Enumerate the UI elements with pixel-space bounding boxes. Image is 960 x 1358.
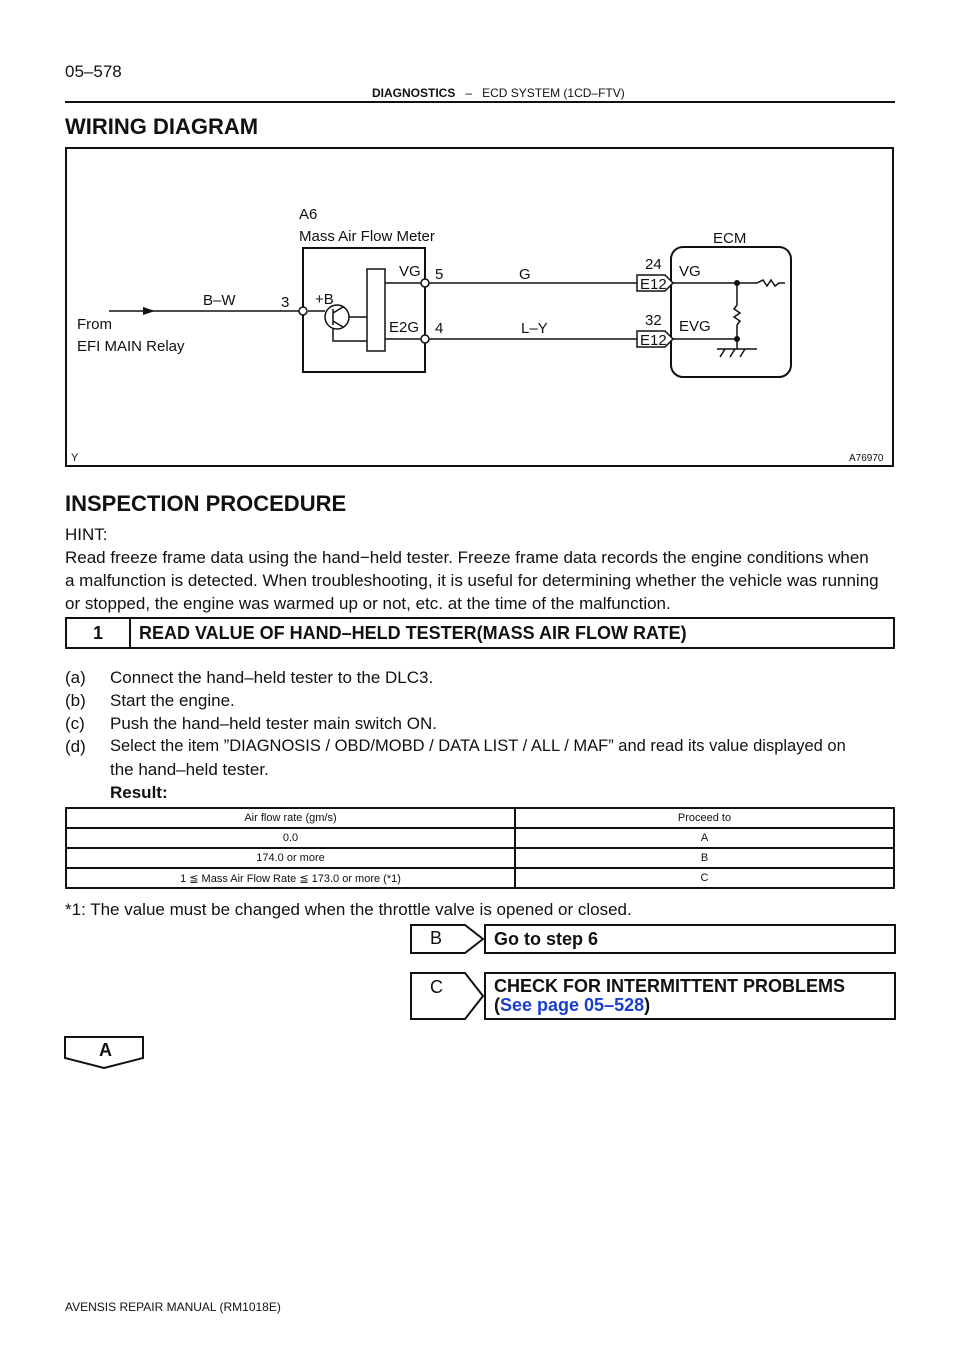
connector-e12-2: E12 (640, 332, 667, 349)
result-c-action (484, 972, 896, 1020)
step-title: READ VALUE OF HAND–HELD TESTER(MASS AIR FLOW RATE) (139, 623, 687, 643)
result-table (65, 807, 895, 889)
substep-item: (b) Start the engine. (65, 691, 235, 710)
connector-e12-1: E12 (640, 276, 667, 293)
result-b-row (410, 924, 896, 954)
wire-bw-label: B–W (203, 292, 236, 309)
pin-24-label: 24 (645, 256, 662, 273)
from-relay-label: EFI MAIN Relay (77, 338, 185, 355)
result-c-title: CHECK FOR INTERMITTENT PROBLEMS (494, 976, 845, 996)
table-cell: 1 ≦ Mass Air Flow Rate ≦ 173.0 or more (*1) (66, 868, 515, 888)
wire-ly-label: L–Y (521, 320, 548, 337)
table-header: Proceed to (515, 808, 894, 828)
component-name: Mass Air Flow Meter (299, 228, 435, 245)
header-subsection: ECD SYSTEM (1CD–FTV) (482, 86, 625, 100)
hint-text (65, 546, 905, 615)
table-cell: 174.0 or more (66, 848, 515, 868)
substep-item: (a) Connect the hand–held tester to the DLC3. (65, 668, 434, 687)
table-cell: B (515, 848, 894, 868)
wire-g-label: G (519, 266, 531, 283)
result-b-letter: B (430, 928, 443, 948)
substep-list (65, 666, 905, 804)
transistor-symbol (325, 305, 349, 329)
header-section: DIAGNOSTICS (372, 86, 456, 100)
table-cell: A (515, 828, 894, 848)
result-label: Result: (110, 783, 168, 802)
substep-item: (c) Push the hand–held tester main switch ON. (65, 714, 437, 733)
table-cell: C (515, 868, 894, 888)
component-code: A6 (299, 206, 318, 223)
footer: AVENSIS REPAIR MANUAL (RM1018E) (65, 1300, 281, 1314)
hint-line: or stopped, the engine was warmed up or not, etc. at the time of the malfunction. (65, 594, 671, 613)
table-cell: 0.0 (66, 828, 515, 848)
wiring-diagram-title: WIRING DIAGRAM (65, 114, 259, 139)
pin-5-label: 5 (435, 266, 444, 283)
step-number: 1 (67, 619, 131, 647)
page-number: 05–578 (65, 62, 122, 81)
header-rule (65, 101, 895, 103)
hint-label: HINT: (65, 525, 108, 544)
corner-mark: Y (71, 452, 79, 464)
result-a-letter: A (99, 1040, 112, 1060)
plus-b-label: +B (315, 291, 334, 308)
vg-terminal-label: VG (399, 263, 421, 280)
footnote: *1: The value must be changed when the throttle valve is opened or closed. (65, 900, 632, 919)
result-c-letter: C (430, 977, 443, 997)
step-1-header (65, 617, 895, 649)
ecm-evg-label: EVG (679, 318, 711, 335)
page-header (372, 86, 625, 100)
wiring-diagram (65, 147, 894, 467)
sensor-element (367, 269, 385, 351)
substep-item: (d) Select the item ”DIAGNOSIS / OBD/MOBD / DATA LIST / ALL / MAF” and read its value displayed on the hand–held tester. (65, 737, 846, 779)
header-separator: – (465, 86, 473, 100)
ecm-label: ECM (713, 230, 747, 247)
e2g-terminal-label: E2G (389, 319, 420, 336)
from-label: From (77, 316, 112, 333)
pin-3-label: 3 (281, 294, 290, 311)
result-label-row (65, 781, 905, 804)
wiring-diagram-svg (67, 149, 892, 465)
inspection-procedure-title: INSPECTION PROCEDURE (65, 491, 347, 516)
hint-line: Read freeze frame data using the hand−held tester. Freeze frame data records the engine conditions when (65, 548, 869, 567)
see-page-link[interactable]: See page 05–528 (500, 995, 645, 1015)
result-c-row (410, 972, 896, 1020)
result-b-arrow (410, 924, 490, 954)
result-c-arrow (410, 972, 490, 1020)
table-row (66, 868, 894, 888)
result-b-action: Go to step 6 (484, 924, 896, 954)
ecm-vg-label: VG (679, 263, 701, 280)
table-header: Air flow rate (gm/s) (66, 808, 515, 828)
pin-32-label: 32 (645, 312, 662, 329)
pin-4-label: 4 (435, 320, 444, 337)
table-row (66, 828, 894, 848)
table-header-row (66, 808, 894, 828)
arrow-head (143, 307, 155, 315)
table-row (66, 848, 894, 868)
figure-code: A76970 (849, 453, 884, 464)
hint-line: a malfunction is detected. When troubleshooting, it is useful for determining whether the vehicle was running (65, 571, 879, 590)
result-c-reference: (See page 05–528) (494, 995, 651, 1015)
